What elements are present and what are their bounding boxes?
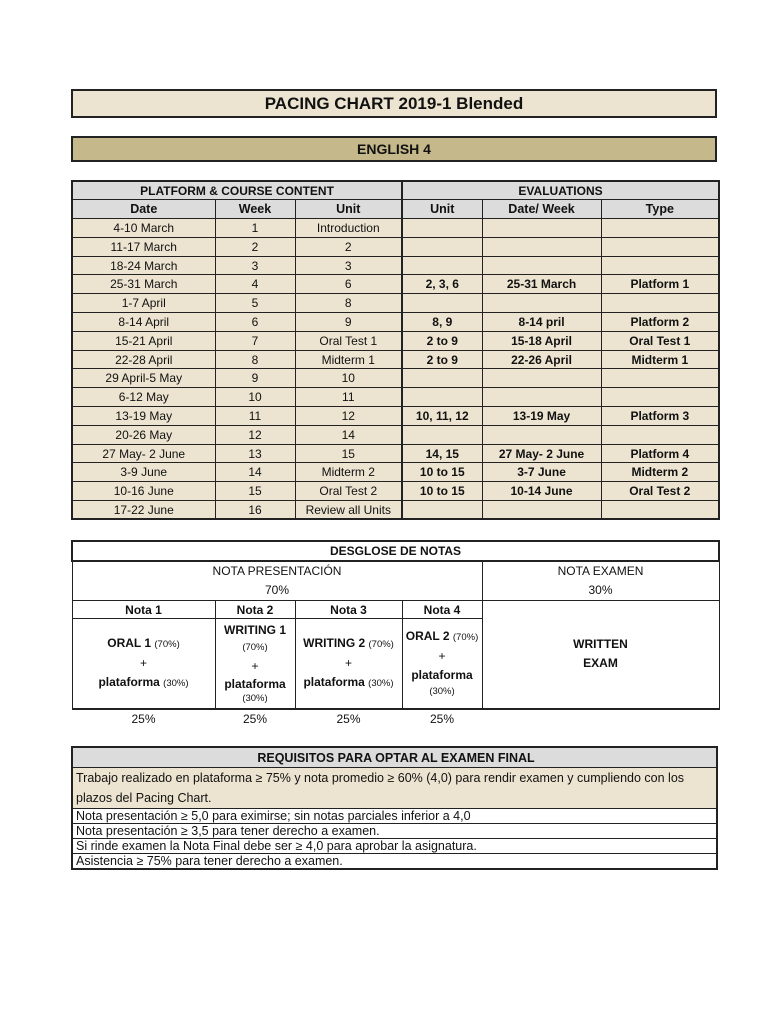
nota-2-component-a-pct: (70%) [242, 642, 268, 654]
nota-3-plus: + [344, 655, 352, 670]
table-cell: 8-14 April [72, 313, 215, 332]
table-cell: 10 to 15 [402, 463, 482, 482]
table-cell: 22-28 April [72, 350, 215, 369]
exam-grade-percent: 30% [588, 583, 613, 597]
table-cell: 14, 15 [402, 444, 482, 463]
table-cell [482, 369, 601, 388]
page-title [71, 89, 717, 118]
table-cell [601, 501, 719, 520]
table-row [72, 350, 719, 369]
table-cell: 3-9 June [72, 463, 215, 482]
table-cell: Platform 3 [601, 407, 719, 426]
table-row [72, 369, 719, 388]
table-cell: Introduction [295, 219, 402, 238]
table-cell [482, 501, 601, 520]
nota-4-component-a: ORAL 2 [405, 629, 450, 644]
table-cell [402, 369, 482, 388]
course-name [71, 136, 717, 162]
table-cell: 2, 3, 6 [402, 275, 482, 294]
table-cell: 8 [295, 294, 402, 313]
nota-1-component-b-pct: (30%) [163, 677, 189, 689]
table-cell: 10-16 June [72, 482, 215, 501]
column-header-eval-date: Date/ Week [482, 200, 601, 219]
table-cell: 8 [215, 350, 295, 369]
table-cell: Oral Test 2 [601, 482, 719, 501]
table-cell: 9 [295, 313, 402, 332]
table-cell [402, 388, 482, 407]
nota-2-detail [215, 619, 295, 709]
table-cell [402, 501, 482, 520]
nota-4-weight: 25% [429, 712, 455, 726]
table-cell: 11 [215, 407, 295, 426]
grades-title: DESGLOSE DE NOTAS [72, 541, 719, 561]
table-cell: Midterm 2 [601, 463, 719, 482]
requirement-text: Nota presentación ≥ 5,0 para eximirse; sin notas parciales inferior a 4,0 [72, 809, 717, 824]
table-row [72, 294, 719, 313]
table-cell: 4-10 March [72, 219, 215, 238]
table-cell [402, 294, 482, 313]
table-cell: 18-24 March [72, 256, 215, 275]
nota-3-component-b-pct: (30%) [368, 677, 394, 689]
nota-3-weight: 25% [336, 712, 361, 726]
nota-2-component-b-pct: (30%) [242, 693, 268, 705]
table-cell: 15 [295, 444, 402, 463]
nota-3-header: Nota 3 [295, 601, 402, 619]
table-cell: 5 [215, 294, 295, 313]
list-item [72, 839, 717, 854]
table-cell: 9 [215, 369, 295, 388]
table-cell: 13 [215, 444, 295, 463]
table-cell: 14 [215, 463, 295, 482]
table-cell: 13-19 May [482, 407, 601, 426]
table-cell: 6-12 May [72, 388, 215, 407]
nota-4-header: Nota 4 [402, 601, 482, 619]
nota-2-plus: + [251, 659, 259, 674]
nota-4-component-b-pct: (30%) [429, 686, 455, 698]
table-row [72, 407, 719, 426]
table-cell: 17-22 June [72, 501, 215, 520]
table-row [72, 425, 719, 444]
table-cell: 10-14 June [482, 482, 601, 501]
requirement-text: Asistencia ≥ 75% para tener derecho a examen. [72, 854, 717, 870]
table-cell: 20-26 May [72, 425, 215, 444]
table-row [72, 444, 719, 463]
table-cell: 15-18 April [482, 331, 601, 350]
table-row [72, 388, 719, 407]
nota-1-weight: 25% [131, 712, 156, 726]
requirements-table [71, 746, 718, 870]
table-cell: 1-7 April [72, 294, 215, 313]
table-cell: 6 [215, 313, 295, 332]
grades-breakdown-table [71, 540, 720, 729]
table-cell: Oral Test 2 [295, 482, 402, 501]
table-cell [482, 294, 601, 313]
table-row [72, 313, 719, 332]
table-cell: 3 [215, 256, 295, 275]
list-item [72, 854, 717, 870]
nota-1-component-a-pct: (70%) [154, 638, 180, 650]
table-row [72, 219, 719, 238]
table-cell [601, 294, 719, 313]
nota-3-component-a: WRITING 2 [303, 635, 366, 650]
table-cell: 3-7 June [482, 463, 601, 482]
nota-3-detail [295, 619, 402, 709]
table-cell: 22-26 April [482, 350, 601, 369]
table-cell [482, 388, 601, 407]
table-cell [601, 256, 719, 275]
nota-2-header: Nota 2 [215, 601, 295, 619]
table-cell: 13-19 May [72, 407, 215, 426]
nota-1-header: Nota 1 [72, 601, 215, 619]
nota-4-plus: + [438, 649, 446, 664]
table-cell [601, 369, 719, 388]
nota-3-component-b: plataforma [303, 674, 365, 689]
table-cell: 14 [295, 425, 402, 444]
table-row [72, 501, 719, 520]
written-exam-line1: WRITTEN [573, 637, 628, 652]
table-cell: Platform 2 [601, 313, 719, 332]
table-cell: 2 [295, 237, 402, 256]
table-cell: 4 [215, 275, 295, 294]
table-cell [482, 237, 601, 256]
list-item [72, 809, 717, 824]
table-cell [402, 237, 482, 256]
presentation-grade-label: NOTA PRESENTACIÓN [212, 564, 342, 578]
nota-4-detail [402, 619, 482, 709]
requirement-text: Trabajo realizado en plataforma ≥ 75% y nota promedio ≥ 60% (4,0) para rendir examen y cumpliendo con los plazos del Pacing Chart. [72, 768, 717, 809]
pacing-table [71, 180, 720, 520]
nota-3-component-a-pct: (70%) [368, 638, 394, 650]
column-header-eval-unit: Unit [402, 200, 482, 219]
table-cell: Oral Test 1 [295, 331, 402, 350]
table-cell: 1 [215, 219, 295, 238]
nota-4-component-a-pct: (70%) [452, 632, 479, 644]
nota-2-weight: 25% [242, 712, 268, 726]
table-cell: 11 [295, 388, 402, 407]
group-header-platform: PLATFORM & COURSE CONTENT [72, 181, 402, 200]
table-cell: 15 [215, 482, 295, 501]
written-exam-line2: EXAM [583, 656, 618, 671]
requirements-body [72, 768, 717, 870]
table-cell: Platform 4 [601, 444, 719, 463]
nota-4-component-b: plataforma [411, 668, 473, 683]
presentation-grade-header [72, 561, 482, 601]
table-row [72, 482, 719, 501]
pacing-body [72, 219, 719, 520]
exam-grade-header [482, 561, 719, 601]
table-row [72, 463, 719, 482]
table-cell [601, 425, 719, 444]
nota-2-component-a: WRITING 1 [224, 623, 286, 638]
table-cell [402, 256, 482, 275]
list-item [72, 824, 717, 839]
table-cell: Oral Test 1 [601, 331, 719, 350]
table-cell: 2 [215, 237, 295, 256]
requirements-title: REQUISITOS PARA OPTAR AL EXAMEN FINAL [72, 747, 717, 768]
course-name-text: ENGLISH 4 [357, 141, 431, 157]
table-cell: 3 [295, 256, 402, 275]
column-header-week: Week [215, 200, 295, 219]
table-cell: 12 [295, 407, 402, 426]
table-cell [601, 219, 719, 238]
nota-2-component-b: plataforma [224, 677, 286, 692]
table-cell [402, 425, 482, 444]
exam-grade-label: NOTA EXAMEN [557, 564, 644, 578]
table-row [72, 275, 719, 294]
table-cell: 10 to 15 [402, 482, 482, 501]
table-cell [402, 219, 482, 238]
column-header-date: Date [72, 200, 215, 219]
nota-1-detail [72, 619, 215, 709]
page-title-text: PACING CHART 2019-1 Blended [264, 93, 524, 113]
table-cell: Midterm 1 [295, 350, 402, 369]
table-cell: 7 [215, 331, 295, 350]
table-cell: 25-31 March [72, 275, 215, 294]
table-cell: Midterm 2 [295, 463, 402, 482]
table-cell: Midterm 1 [601, 350, 719, 369]
table-cell [482, 425, 601, 444]
presentation-grade-percent: 70% [264, 583, 290, 597]
requirement-text: Nota presentación ≥ 3,5 para tener derecho a examen. [72, 824, 717, 839]
table-cell [601, 237, 719, 256]
nota-1-plus: + [139, 655, 147, 670]
table-row [72, 237, 719, 256]
nota-1-component-a: ORAL 1 [107, 635, 152, 650]
table-cell: 25-31 March [482, 275, 601, 294]
group-header-evaluations: EVALUATIONS [402, 181, 719, 200]
table-cell [601, 388, 719, 407]
requirement-text: Si rinde examen la Nota Final debe ser ≥ 4,0 para aprobar la asignatura. [72, 839, 717, 854]
table-cell: 8, 9 [402, 313, 482, 332]
table-cell: 2 to 9 [402, 331, 482, 350]
table-cell: 8-14 pril [482, 313, 601, 332]
table-cell: 10 [295, 369, 402, 388]
table-cell: 10 [215, 388, 295, 407]
table-cell: Review all Units [295, 501, 402, 520]
table-cell: 29 April-5 May [72, 369, 215, 388]
table-cell: 10, 11, 12 [402, 407, 482, 426]
list-item [72, 768, 717, 809]
column-header-eval-type: Type [601, 200, 719, 219]
table-cell: 11-17 March [72, 237, 215, 256]
table-row [72, 256, 719, 275]
table-cell [482, 256, 601, 275]
table-cell: 16 [215, 501, 295, 520]
table-cell: Platform 1 [601, 275, 719, 294]
column-header-unit: Unit [295, 200, 402, 219]
table-cell: 12 [215, 425, 295, 444]
table-cell: 27 May- 2 June [72, 444, 215, 463]
table-row [72, 331, 719, 350]
written-exam-cell [482, 601, 719, 709]
table-cell [482, 219, 601, 238]
nota-1-component-b: plataforma [98, 674, 160, 689]
table-cell: 15-21 April [72, 331, 215, 350]
table-cell: 2 to 9 [402, 350, 482, 369]
table-cell: 27 May- 2 June [482, 444, 601, 463]
table-cell: 6 [295, 275, 402, 294]
